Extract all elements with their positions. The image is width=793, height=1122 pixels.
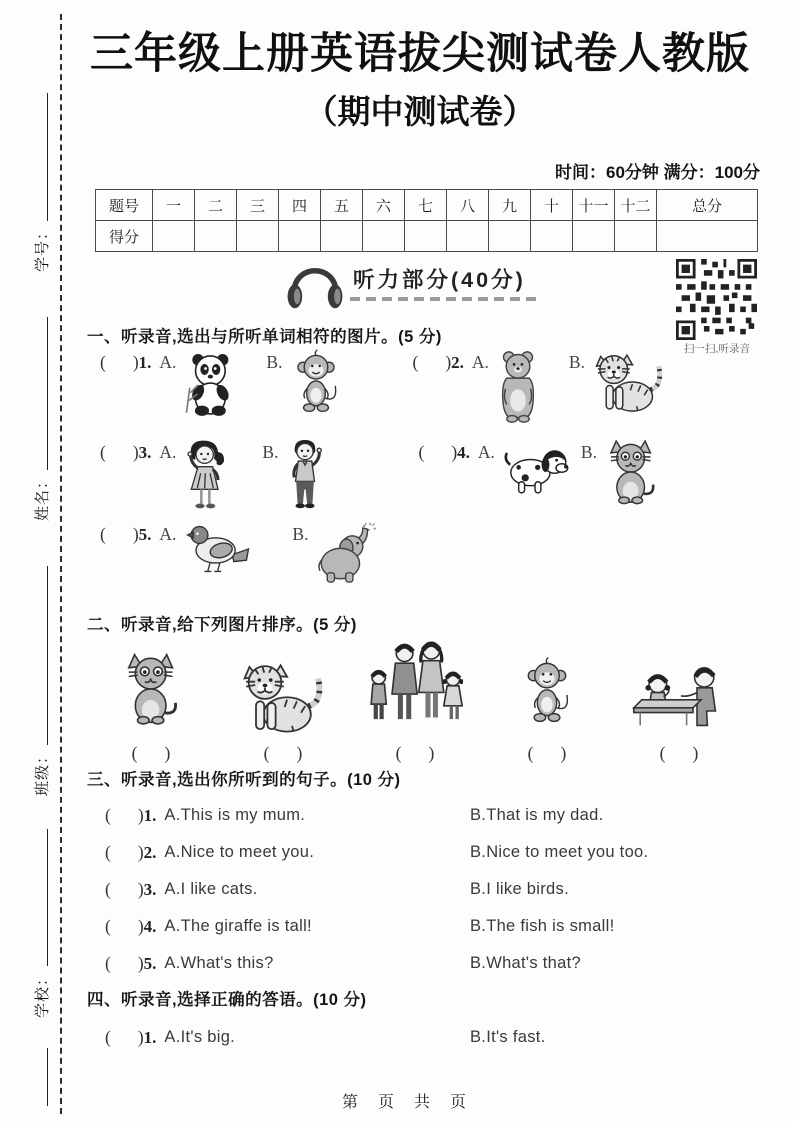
boy-icon: [284, 438, 326, 516]
question-4: [418, 438, 658, 508]
qr-code: [676, 259, 757, 340]
score-header-cell: 题号: [96, 190, 153, 221]
section1-row1: [100, 348, 790, 426]
option-b-label: B.: [266, 352, 283, 372]
picture-item: [227, 637, 339, 735]
answer-blank[interactable]: ( ): [100, 442, 139, 462]
student-id-label: 学号：: [33, 223, 51, 272]
score-cell[interactable]: [237, 221, 279, 252]
answer-blank[interactable]: ( ): [100, 524, 139, 544]
answer-blank[interactable]: ( ): [105, 879, 144, 899]
question-5: [100, 520, 380, 586]
option-a-sentence: A.What's this?: [164, 954, 274, 972]
qr-caption: 扫一扫,听录音: [684, 343, 750, 355]
question-number: 5.: [138, 525, 152, 544]
score-header-cell: 九: [489, 190, 531, 221]
option-a-label: A.: [477, 442, 495, 462]
answer-blank[interactable]: ( ): [100, 352, 139, 372]
class-fill-line[interactable]: [47, 566, 48, 745]
cat-icon: [120, 645, 182, 735]
score-cell[interactable]: [321, 221, 363, 252]
score-cell[interactable]: [615, 221, 657, 252]
section3-item-3: [105, 875, 777, 899]
option-b-sentence: B.That is my dad.: [470, 806, 604, 824]
section2-answer-blanks: [95, 739, 735, 763]
score-table: [95, 189, 758, 252]
name-fill-line[interactable]: [47, 317, 48, 470]
score-header-cell: 六: [363, 190, 405, 221]
score-header-cell: 四: [279, 190, 321, 221]
option-a-label: A.: [159, 524, 177, 544]
name-label: 姓名：: [33, 472, 51, 521]
panda-icon: [182, 348, 240, 420]
dog-icon: [501, 438, 573, 498]
score-cell[interactable]: [489, 221, 531, 252]
section4-heading: 四、听录音,选择正确的答语。(10 分): [87, 991, 367, 1009]
question-number: 5.: [143, 954, 157, 973]
option-a-sentence: A.It's big.: [164, 1028, 236, 1046]
question-number: 4.: [143, 917, 157, 936]
option-b-sentence: B.I like birds.: [470, 880, 569, 898]
question-number: 2.: [451, 353, 464, 372]
monkey-icon: [288, 348, 344, 420]
answer-blank[interactable]: ( ): [105, 842, 144, 862]
section3-item-4: [105, 912, 777, 936]
picture-item: [95, 637, 207, 735]
page-subtitle: （期中测试卷）: [304, 93, 536, 130]
option-a-label: A.: [159, 442, 177, 462]
picture-item: [491, 637, 603, 735]
seal-dashed-line: [60, 14, 62, 1114]
school-label: 学校：: [33, 969, 51, 1018]
score-cell[interactable]: [153, 221, 195, 252]
elephant-icon: [314, 520, 380, 586]
score-cell[interactable]: [405, 221, 447, 252]
option-a-sentence: A.Nice to meet you.: [164, 843, 315, 861]
section2-heading: 二、听录音,给下列图片排序。(5 分): [87, 616, 357, 634]
pigeon-icon: [182, 520, 252, 578]
picture-item: [359, 637, 471, 735]
question-number: 1.: [138, 353, 152, 372]
score-header-cell: 十二: [615, 190, 657, 221]
score-header-cell: 八: [447, 190, 489, 221]
score-table-header-row: [96, 190, 758, 221]
option-b-sentence: B.What's that?: [470, 954, 581, 972]
option-a-label: A.: [159, 352, 177, 372]
option-b-label: B.: [568, 352, 585, 372]
score-cell[interactable]: [657, 221, 758, 252]
option-a-sentence: A.The giraffe is tall!: [164, 917, 312, 935]
page-title: 三年级上册英语拔尖测试卷人教版: [90, 30, 750, 78]
headphones-icon: [283, 256, 347, 313]
score-cell[interactable]: [531, 221, 573, 252]
score-cell[interactable]: [195, 221, 237, 252]
answer-blank[interactable]: ( ): [105, 805, 144, 825]
option-a-sentence: A.I like cats.: [164, 880, 258, 898]
question-number: 1.: [143, 1028, 157, 1047]
answer-blank[interactable]: ( ): [395, 743, 435, 763]
answer-blank[interactable]: ( ): [105, 1027, 144, 1047]
score-cell[interactable]: [447, 221, 489, 252]
option-a-label: A.: [471, 352, 489, 372]
section3-item-5: [105, 949, 777, 973]
option-b-sentence: B.It's fast.: [470, 1028, 546, 1046]
section3-item-2: [105, 838, 777, 862]
score-cell[interactable]: [363, 221, 405, 252]
student-info-sidebar: [25, 86, 51, 1106]
question-number: 1.: [143, 806, 157, 825]
score-header-cell: 三: [237, 190, 279, 221]
option-b-label: B.: [292, 524, 309, 544]
answer-blank[interactable]: ( ): [263, 743, 303, 763]
time-score-meta: 时间：60分钟 满分：100分: [555, 163, 760, 182]
question-1: [100, 348, 344, 420]
score-header-cell: 五: [321, 190, 363, 221]
picture-item: [623, 637, 735, 735]
score-header-cell: 七: [405, 190, 447, 221]
page-footer: 第 页 共 页: [341, 1094, 468, 1111]
question-number: 3.: [138, 443, 152, 462]
question-number: 2.: [143, 843, 157, 862]
listening-section-title: 听力部分(40分): [353, 268, 526, 292]
tiger-icon: [591, 348, 667, 414]
monkey-icon: [518, 651, 576, 735]
answer-blank[interactable]: ( ): [105, 916, 144, 936]
option-b-sentence: B.Nice to meet you too.: [470, 843, 649, 861]
cat-icon: [603, 438, 659, 508]
answer-blank[interactable]: ( ): [412, 352, 452, 372]
answer-blank[interactable]: ( ): [105, 953, 144, 973]
score-row-label: 得分: [96, 221, 153, 252]
answer-blank[interactable]: ( ): [527, 743, 567, 763]
question-3: [100, 438, 326, 516]
question-2: [412, 348, 666, 426]
option-b-label: B.: [580, 442, 597, 462]
answer-blank[interactable]: ( ): [659, 743, 699, 763]
option-a-sentence: A.This is my mum.: [164, 806, 306, 824]
fill-line[interactable]: [47, 1048, 48, 1106]
section3-heading: 三、听录音,选出你所听到的句子。(10 分): [87, 771, 401, 789]
score-header-cell: 总分: [657, 190, 758, 221]
answer-blank[interactable]: ( ): [131, 743, 171, 763]
option-b-label: B.: [262, 442, 279, 462]
students-talking-icon: [627, 655, 731, 735]
listening-title-underline: [350, 297, 536, 301]
section1-row3: [100, 520, 790, 586]
question-number: 3.: [143, 880, 157, 899]
score-header-cell: 二: [195, 190, 237, 221]
tiger-icon: [238, 657, 328, 735]
score-header-cell: 一: [153, 190, 195, 221]
family-icon: [367, 639, 463, 735]
option-b-sentence: B.The fish is small!: [470, 917, 615, 935]
section1-row2: [100, 438, 790, 516]
student-id-fill-line[interactable]: [47, 93, 48, 221]
score-cell[interactable]: [573, 221, 615, 252]
score-header-cell: 十: [531, 190, 573, 221]
score-cell[interactable]: [279, 221, 321, 252]
section2-picture-strip: [95, 637, 735, 735]
score-table-score-row: [96, 221, 758, 252]
bear-icon: [495, 348, 541, 426]
girl-icon: [182, 438, 232, 516]
section4-item-1: [105, 1023, 777, 1047]
school-fill-line[interactable]: [47, 829, 48, 966]
class-label: 班级：: [33, 747, 51, 796]
score-header-cell: 十一: [573, 190, 615, 221]
answer-blank[interactable]: ( ): [418, 442, 458, 462]
section3-item-1: [105, 801, 777, 825]
question-number: 4.: [457, 443, 470, 462]
section1-heading: 一、听录音,选出与所听单词相符的图片。(5 分): [87, 328, 442, 346]
